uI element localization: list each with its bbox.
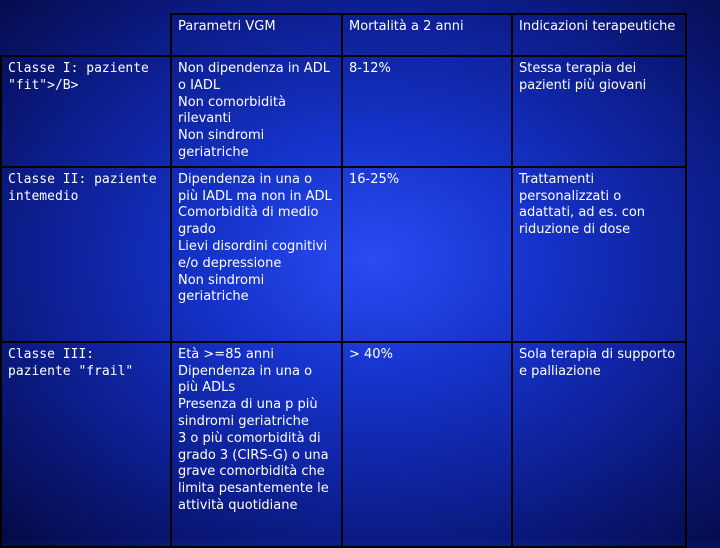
row-class-label: Classe I: paziente "fit">/B> (1, 56, 171, 167)
parametro-item: Lievi disordini cognitivi e/o depressione (178, 238, 328, 271)
parametro-item: Non dipendenza in ADL o IADL (178, 61, 330, 93)
table-row (1, 56, 686, 167)
table-header-row (1, 14, 686, 56)
row-parametri-cell (171, 342, 342, 547)
header-corner-cell (1, 14, 171, 56)
row-mortalita-cell: > 40% (342, 342, 512, 547)
parametro-item: Non comorbidità rilevanti (178, 94, 286, 127)
parametro-item: Età >=85 anni (178, 346, 274, 362)
row-class-label: Classe III: paziente "frail" (1, 342, 171, 547)
table-row (1, 167, 686, 342)
row-parametri-cell (171, 56, 342, 167)
row-indicazioni-cell: Trattamenti personalizzati o adattati, ad es. con riduzione di dose (512, 167, 686, 342)
row-class-label: Classe II: paziente intemedio (1, 167, 171, 342)
parametro-item: Comorbidità di medio grado (178, 205, 319, 238)
row-indicazioni-cell: Sola terapia di supporto e palliazione (512, 342, 686, 547)
header-indicazioni: Indicazioni terapeutiche (512, 14, 686, 56)
parametro-item: Presenza di una p più sindromi geriatriche (178, 397, 318, 429)
row-mortalita-cell: 16-25% (342, 167, 512, 342)
header-parametri-vgm: Parametri VGM (171, 14, 342, 56)
parametro-item: Dipendenza in una o più ADLs (178, 363, 313, 396)
row-parametri-cell (171, 167, 342, 342)
row-indicazioni-cell: Stessa terapia dei pazienti più giovani (512, 56, 686, 167)
classification-table (0, 13, 687, 548)
parametro-item: Non sindromi geriatriche (178, 128, 265, 160)
parametro-item: Non sindromi geriatriche (178, 272, 265, 305)
row-mortalita-cell: 8-12% (342, 56, 512, 167)
parametro-item: Dipendenza in una o più IADL ma non in ADL (178, 171, 332, 204)
header-mortalita: Mortalità a 2 anni (342, 14, 512, 56)
table-row (1, 342, 686, 547)
parametro-item: 3 o più comorbidità di grado 3 (CIRS-G) o una grave comorbidità che limita pesantemente le attività quotidiane (178, 430, 329, 513)
